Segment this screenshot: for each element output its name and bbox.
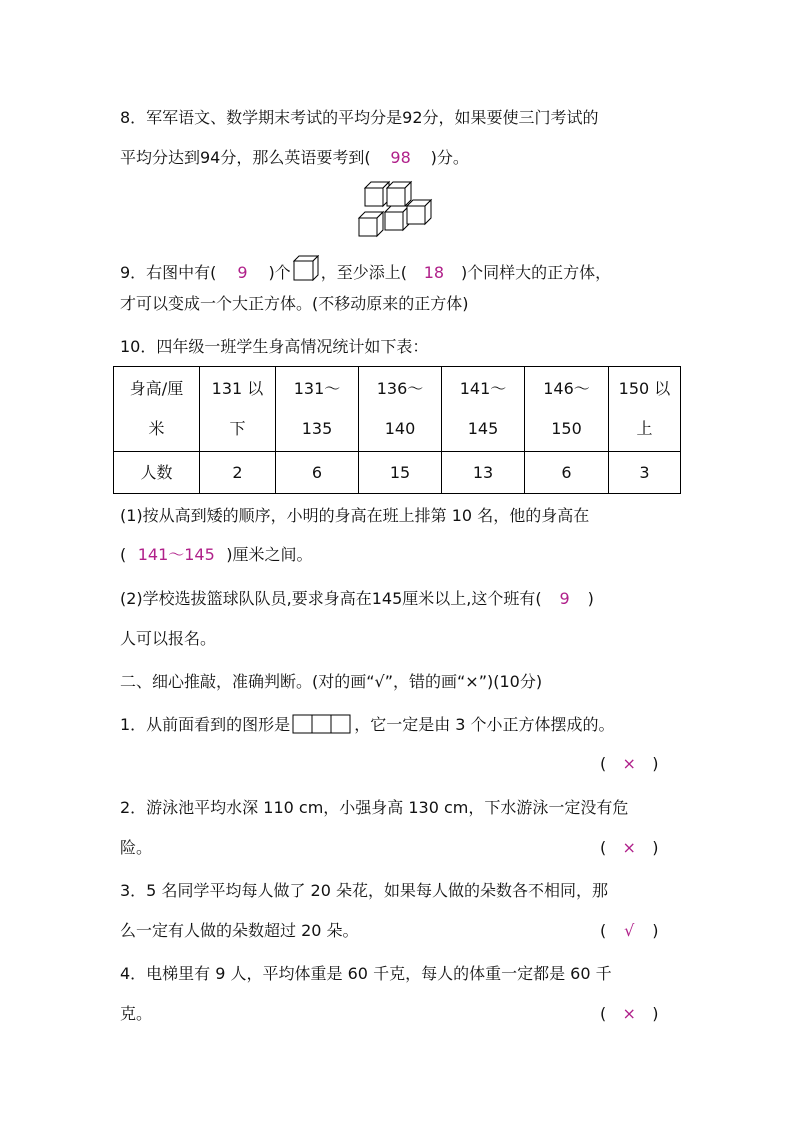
q10-title: 10．四年级一班学生身高情况统计如下表：: [120, 337, 429, 356]
cube-stack-figure: [355, 180, 440, 242]
judge-item-4-line1: 4．电梯里有 9 人，平均体重是 60 千克，每人的体重一定都是 60 千: [120, 964, 612, 983]
judge-answer-1: [600, 752, 659, 776]
q9-answer1: 9: [237, 263, 248, 282]
judge-item-text: 1．从前面看到的图形是: [120, 715, 291, 734]
q8-text-before: 平均分达到94分，那么英语要考到(: [120, 148, 371, 167]
q10-sub2-line2: 人可以报名。: [120, 629, 217, 648]
judge-item-2-line1: 2．游泳池平均水深 110 cm，小强身高 130 cm，下水游泳一定没有危: [120, 798, 629, 817]
table-cell: 13: [442, 452, 525, 494]
judge-answer-4: [600, 1002, 659, 1026]
cell-line: 下: [229, 419, 246, 438]
paren-close: ): [652, 838, 659, 857]
q8-line2: [120, 146, 469, 170]
cell-line: 身高/厘: [129, 379, 184, 398]
q10-sub1-line2: [120, 543, 313, 567]
q9-answer2: 18: [423, 263, 445, 282]
cell-line: 131～: [293, 379, 341, 398]
table-cell: 6: [276, 452, 359, 494]
table-cell: 人数: [114, 452, 200, 494]
judge-item-4-line2: 克。: [120, 1004, 153, 1023]
q10-sub1-after: )厘米之间。: [226, 545, 313, 564]
table-header-cell: [114, 367, 200, 452]
paren-open: (: [120, 545, 127, 564]
table-cell: 6: [525, 452, 609, 494]
cell-line: 150: [551, 419, 582, 438]
cell-line: 米: [148, 419, 165, 438]
height-stat-table: [113, 366, 681, 494]
q8-text-after: )分。: [430, 148, 469, 167]
three-squares-figure: [292, 714, 352, 734]
paren-open: (: [600, 921, 607, 940]
cell-line: 135: [301, 419, 333, 438]
q9-mid1: )个: [268, 263, 291, 282]
cell-line: 150 以: [618, 379, 671, 398]
table-row: [114, 452, 681, 494]
q8-answer: 98: [390, 148, 411, 167]
q9-line2: 才可以变成一个大正方体。(不移动原来的正方体): [120, 294, 469, 313]
table-cell: 15: [359, 452, 442, 494]
judge-item-3-line1: 3．5 名同学平均每人做了 20 朵花，如果每人做的朵数各不相同，那: [120, 881, 608, 900]
q10-sub1-answer: 141～145: [137, 545, 215, 564]
judge-item-2-line2: 险。: [120, 838, 153, 857]
q10-sub1-line1: (1)按从高到矮的顺序，小明的身高在班上排第 10 名，他的身高在: [120, 506, 590, 525]
q9-prefix: 9．右图中有(: [120, 263, 217, 282]
paren-close: ): [587, 589, 594, 608]
cell-line: 131 以: [211, 379, 264, 398]
table-header-cell: [200, 367, 276, 452]
paren-open: (: [600, 754, 607, 773]
table-header-cell: [276, 367, 359, 452]
judge-item-1-line1: [120, 713, 615, 737]
q10-sub2-answer: 9: [559, 589, 570, 608]
cell-line: 上: [636, 419, 653, 438]
table-header-cell: [359, 367, 442, 452]
q10-sub2-line1: [120, 587, 594, 611]
paren-close: ): [652, 921, 659, 940]
judge-mark: ×: [622, 1004, 636, 1023]
judge-mark: √: [624, 921, 635, 940]
q9-suffix: )个同样大的正方体，: [460, 263, 612, 282]
cell-line: 136～: [376, 379, 424, 398]
judge-item-text: ，它一定是由 3 个小正方体摆成的。: [354, 715, 615, 734]
judge-item-3-line2: 么一定有人做的朵数超过 20 朵。: [120, 921, 359, 940]
q8-line1: 8．军军语文、数学期末考试的平均分是92分，如果要使三门考试的: [120, 108, 599, 127]
paren-close: ): [652, 1004, 659, 1023]
paren-open: (: [600, 1004, 607, 1023]
table-header-cell: [525, 367, 609, 452]
small-cube-icon: [293, 255, 319, 281]
q9-line1: [120, 255, 611, 285]
q10-sub2-text: (2)学校选拔篮球队队员,要求身高在145厘米以上,这个班有(: [120, 589, 542, 608]
paren-close: ): [652, 754, 659, 773]
judge-mark: ×: [622, 838, 636, 857]
table-header-cell: [609, 367, 681, 452]
cell-line: 146～: [543, 379, 590, 398]
cell-line: 141～: [459, 379, 507, 398]
table-header-cell: [442, 367, 525, 452]
table-cell: 2: [200, 452, 276, 494]
judge-answer-3: [600, 919, 659, 943]
cell-line: 145: [467, 419, 499, 438]
cell-line: 140: [384, 419, 416, 438]
table-cell: 3: [609, 452, 681, 494]
q9-mid2: ，至少添上(: [320, 263, 407, 282]
judge-mark: ×: [622, 754, 636, 773]
paren-open: (: [600, 838, 607, 857]
judge-answer-2: [600, 836, 659, 860]
table-header-row: [114, 367, 681, 452]
section2-title: 二、细心推敲，准确判断。(对的画“√”，错的画“×”)(10分): [120, 672, 543, 691]
